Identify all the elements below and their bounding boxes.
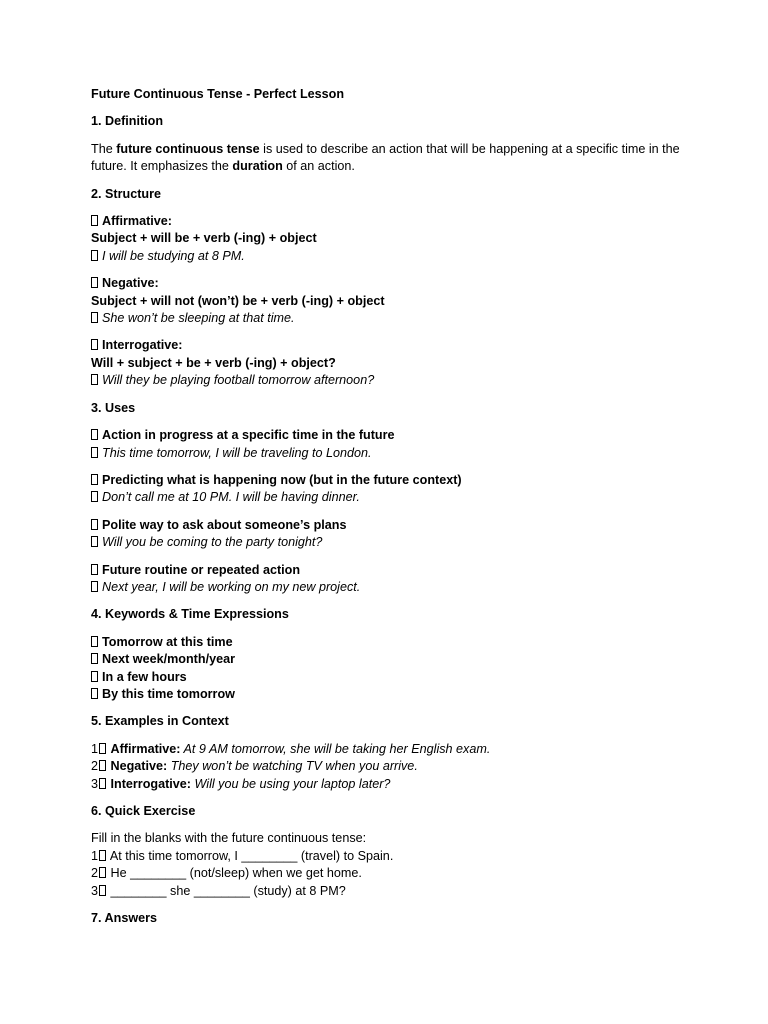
keyword-text: Next week/month/year — [102, 652, 235, 667]
keyword-text: Tomorrow at this time — [102, 634, 233, 649]
missing-glyph-icon — [99, 850, 106, 861]
section-heading-uses: 3. Uses — [91, 400, 136, 415]
structure-example: Will they be playing football tomorrow afternoon? — [102, 373, 375, 388]
missing-glyph-icon — [99, 743, 106, 754]
missing-glyph-icon — [91, 653, 98, 664]
list-item — [91, 776, 691, 793]
example-text: Will you be using your laptop later? — [191, 776, 391, 791]
item-number: 3 — [91, 776, 99, 791]
list-item — [91, 686, 691, 703]
definition-text: is used to describe an action that will be happening at a specific time in the future. It emphasizes the — [91, 141, 680, 174]
missing-glyph-icon — [91, 339, 98, 350]
use-example: This time tomorrow, I will be traveling to London. — [102, 445, 372, 460]
missing-glyph-icon — [91, 277, 98, 288]
definition-text: The — [91, 141, 117, 156]
use-block — [91, 562, 691, 597]
use-example: Next year, I will be working on my new project. — [102, 579, 361, 594]
example-label: Affirmative: — [110, 741, 181, 756]
use-label: Action in progress at a specific time in the future — [102, 428, 395, 443]
list-item — [91, 669, 691, 686]
list-item — [91, 848, 691, 865]
example-label: Interrogative: — [110, 776, 191, 791]
use-example: Will you be coming to the party tonight? — [102, 535, 323, 550]
list-item — [91, 634, 691, 651]
document-content — [91, 86, 691, 927]
section-heading-answers: 7. Answers — [91, 911, 158, 926]
missing-glyph-icon — [99, 867, 106, 878]
definition-emphasis: duration — [232, 159, 283, 174]
missing-glyph-icon — [91, 564, 98, 575]
keyword-text: In a few hours — [102, 669, 187, 684]
structure-label: Negative: — [102, 276, 159, 291]
missing-glyph-icon — [91, 474, 98, 485]
item-number: 1 — [91, 741, 99, 756]
item-number: 2 — [91, 759, 99, 774]
definition-text: of an action. — [282, 159, 355, 174]
structure-label: Interrogative: — [102, 338, 183, 353]
list-item — [91, 865, 691, 882]
missing-glyph-icon — [91, 671, 98, 682]
missing-glyph-icon — [91, 519, 98, 530]
section-heading-keywords: 4. Keywords & Time Expressions — [91, 607, 289, 622]
use-block — [91, 427, 691, 462]
missing-glyph-icon — [99, 885, 106, 896]
missing-glyph-icon — [91, 491, 98, 502]
missing-glyph-icon — [91, 536, 98, 547]
structure-formula: Subject + will be + verb (-ing) + object — [91, 231, 317, 246]
keyword-text: By this time tomorrow — [102, 686, 235, 701]
section-heading-definition: 1. Definition — [91, 114, 164, 129]
exercise-intro: Fill in the blanks with the future continuous tense: — [91, 831, 367, 846]
exercise-text: ________ she ________ (study) at 8 PM? — [107, 883, 346, 898]
structure-block-negative — [91, 275, 691, 327]
example-text: They won’t be watching TV when you arrive. — [167, 759, 418, 774]
section-heading-structure: 2. Structure — [91, 186, 161, 201]
missing-glyph-icon — [91, 636, 98, 647]
item-number: 2 — [91, 866, 99, 881]
structure-formula: Subject + will not (won’t) be + verb (-ing) + object — [91, 293, 385, 308]
exercise-block — [91, 830, 691, 900]
use-label: Future routine or repeated action — [102, 562, 301, 577]
definition-paragraph — [91, 141, 691, 176]
item-number: 3 — [91, 883, 99, 898]
exercise-text: At this time tomorrow, I ________ (travel) to Spain. — [107, 848, 394, 863]
keyword-list — [91, 634, 691, 704]
missing-glyph-icon — [99, 778, 106, 789]
section-heading-exercise: 6. Quick Exercise — [91, 804, 196, 818]
list-item — [91, 883, 691, 900]
missing-glyph-icon — [91, 581, 98, 592]
structure-label: Affirmative: — [102, 214, 172, 229]
list-item — [91, 651, 691, 668]
example-text: At 9 AM tomorrow, she will be taking her English exam. — [180, 741, 491, 756]
use-example: Don’t call me at 10 PM. I will be having dinner. — [102, 490, 360, 505]
document-title: Future Continuous Tense - Perfect Lesson — [91, 87, 345, 101]
list-item — [91, 758, 691, 775]
structure-formula: Will + subject + be + verb (-ing) + object? — [91, 355, 336, 370]
item-number: 1 — [91, 848, 99, 863]
missing-glyph-icon — [99, 760, 106, 771]
example-label: Negative: — [110, 759, 168, 774]
missing-glyph-icon — [91, 688, 98, 699]
examples-list — [91, 741, 691, 793]
structure-example: She won’t be sleeping at that time. — [102, 311, 295, 326]
missing-glyph-icon — [91, 447, 98, 458]
missing-glyph-icon — [91, 312, 98, 323]
missing-glyph-icon — [91, 215, 98, 226]
use-label: Predicting what is happening now (but in the future context) — [102, 472, 462, 487]
missing-glyph-icon — [91, 250, 98, 261]
exercise-text: He ________ (not/sleep) when we get home. — [107, 866, 362, 881]
section-heading-examples: 5. Examples in Context — [91, 714, 229, 729]
missing-glyph-icon — [91, 374, 98, 385]
definition-term: future continuous tense — [116, 141, 260, 156]
use-block — [91, 472, 691, 507]
use-label: Polite way to ask about someone’s plans — [102, 517, 347, 532]
structure-example: I will be studying at 8 PM. — [102, 248, 245, 263]
use-block — [91, 517, 691, 552]
structure-block-affirmative — [91, 213, 691, 265]
structure-block-interrogative — [91, 337, 691, 389]
list-item — [91, 741, 691, 758]
missing-glyph-icon — [91, 429, 98, 440]
